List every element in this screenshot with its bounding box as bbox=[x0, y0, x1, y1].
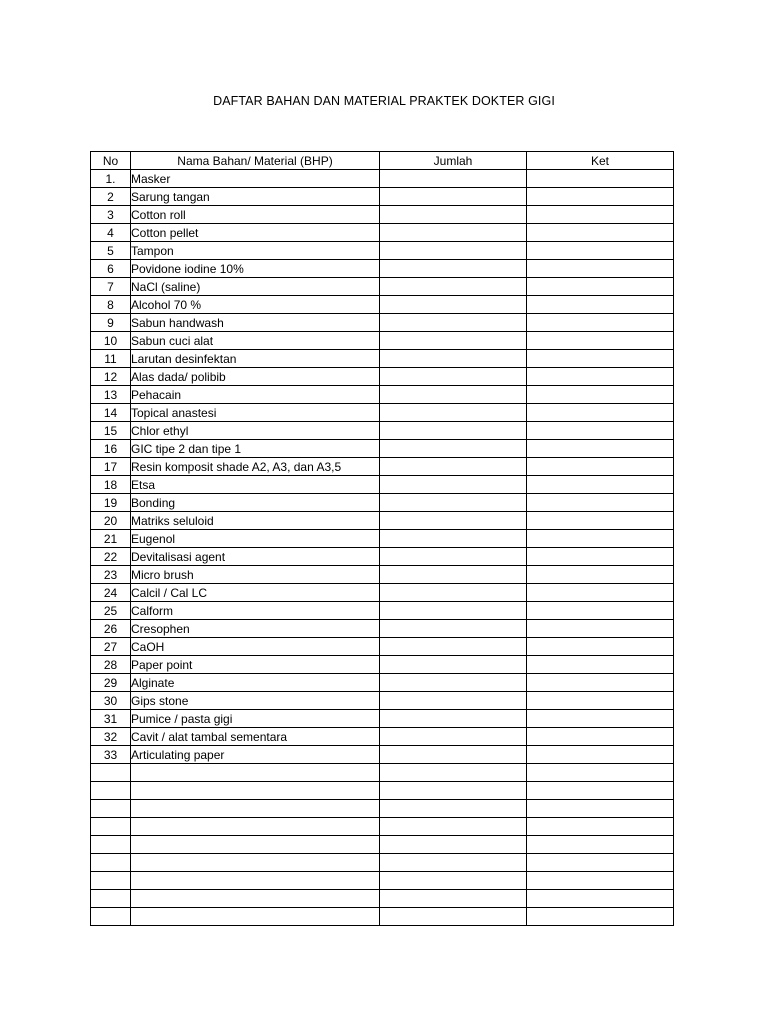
row-number: 31 bbox=[91, 710, 131, 728]
jumlah-cell bbox=[380, 242, 527, 260]
row-number: 22 bbox=[91, 548, 131, 566]
jumlah-cell bbox=[380, 260, 527, 278]
material-name: NaCl (saline) bbox=[131, 278, 380, 296]
material-name: Eugenol bbox=[131, 530, 380, 548]
ket-cell bbox=[527, 206, 674, 224]
ket-cell bbox=[527, 854, 674, 872]
ket-cell bbox=[527, 872, 674, 890]
table-row bbox=[91, 332, 674, 350]
material-name: Calform bbox=[131, 602, 380, 620]
ket-cell bbox=[527, 278, 674, 296]
ket-cell bbox=[527, 422, 674, 440]
jumlah-cell bbox=[380, 620, 527, 638]
table-row bbox=[91, 368, 674, 386]
material-name: Resin komposit shade A2, A3, dan A3,5 bbox=[131, 458, 380, 476]
table-row bbox=[91, 278, 674, 296]
jumlah-cell bbox=[380, 566, 527, 584]
row-number: 16 bbox=[91, 440, 131, 458]
jumlah-cell bbox=[380, 224, 527, 242]
material-name: Micro brush bbox=[131, 566, 380, 584]
table-row bbox=[91, 404, 674, 422]
material-name: Calcil / Cal LC bbox=[131, 584, 380, 602]
ket-cell bbox=[527, 728, 674, 746]
jumlah-cell bbox=[380, 404, 527, 422]
ket-cell bbox=[527, 368, 674, 386]
ket-cell bbox=[527, 512, 674, 530]
row-number: 20 bbox=[91, 512, 131, 530]
material-name: Alginate bbox=[131, 674, 380, 692]
material-name: Matriks seluloid bbox=[131, 512, 380, 530]
row-number: 15 bbox=[91, 422, 131, 440]
jumlah-cell bbox=[380, 278, 527, 296]
jumlah-cell bbox=[380, 836, 527, 854]
material-name: Articulating paper bbox=[131, 746, 380, 764]
table-row bbox=[91, 260, 674, 278]
ket-cell bbox=[527, 584, 674, 602]
row-number bbox=[91, 854, 131, 872]
material-name: Topical anastesi bbox=[131, 404, 380, 422]
ket-cell bbox=[527, 566, 674, 584]
jumlah-cell bbox=[380, 350, 527, 368]
jumlah-cell bbox=[380, 512, 527, 530]
material-name: Chlor ethyl bbox=[131, 422, 380, 440]
ket-cell bbox=[527, 620, 674, 638]
row-number: 32 bbox=[91, 728, 131, 746]
material-name bbox=[131, 872, 380, 890]
table-row bbox=[91, 242, 674, 260]
jumlah-cell bbox=[380, 422, 527, 440]
jumlah-cell bbox=[380, 674, 527, 692]
ket-cell bbox=[527, 782, 674, 800]
table-row bbox=[91, 890, 674, 908]
material-name bbox=[131, 764, 380, 782]
table-row bbox=[91, 674, 674, 692]
material-name: Sabun cuci alat bbox=[131, 332, 380, 350]
row-number: 12 bbox=[91, 368, 131, 386]
ket-cell bbox=[527, 818, 674, 836]
ket-cell bbox=[527, 692, 674, 710]
material-name bbox=[131, 908, 380, 926]
ket-cell bbox=[527, 800, 674, 818]
table-row bbox=[91, 584, 674, 602]
table-row bbox=[91, 530, 674, 548]
ket-cell bbox=[527, 332, 674, 350]
ket-cell bbox=[527, 530, 674, 548]
jumlah-cell bbox=[380, 368, 527, 386]
jumlah-cell bbox=[380, 818, 527, 836]
material-name: Sarung tangan bbox=[131, 188, 380, 206]
row-number bbox=[91, 764, 131, 782]
table-row bbox=[91, 728, 674, 746]
row-number: 23 bbox=[91, 566, 131, 584]
row-number: 10 bbox=[91, 332, 131, 350]
table-row bbox=[91, 422, 674, 440]
table-row bbox=[91, 800, 674, 818]
jumlah-cell bbox=[380, 872, 527, 890]
ket-cell bbox=[527, 440, 674, 458]
table-row bbox=[91, 224, 674, 242]
ket-cell bbox=[527, 458, 674, 476]
ket-cell bbox=[527, 224, 674, 242]
jumlah-cell bbox=[380, 800, 527, 818]
table-row bbox=[91, 458, 674, 476]
material-name: Masker bbox=[131, 170, 380, 188]
row-number: 13 bbox=[91, 386, 131, 404]
ket-cell bbox=[527, 602, 674, 620]
ket-cell bbox=[527, 656, 674, 674]
material-table bbox=[90, 151, 674, 926]
table-row bbox=[91, 170, 674, 188]
row-number: 25 bbox=[91, 602, 131, 620]
row-number bbox=[91, 836, 131, 854]
header-no: No bbox=[91, 152, 131, 170]
row-number bbox=[91, 818, 131, 836]
ket-cell bbox=[527, 260, 674, 278]
row-number bbox=[91, 908, 131, 926]
document-title: DAFTAR BAHAN DAN MATERIAL PRAKTEK DOKTER GIGI bbox=[213, 94, 555, 108]
ket-cell bbox=[527, 386, 674, 404]
table-row bbox=[91, 656, 674, 674]
material-name bbox=[131, 782, 380, 800]
table-row bbox=[91, 314, 674, 332]
jumlah-cell bbox=[380, 764, 527, 782]
material-name: Devitalisasi agent bbox=[131, 548, 380, 566]
row-number: 5 bbox=[91, 242, 131, 260]
ket-cell bbox=[527, 494, 674, 512]
jumlah-cell bbox=[380, 440, 527, 458]
material-name bbox=[131, 800, 380, 818]
ket-cell bbox=[527, 188, 674, 206]
table-row bbox=[91, 476, 674, 494]
row-number: 17 bbox=[91, 458, 131, 476]
ket-cell bbox=[527, 638, 674, 656]
row-number: 30 bbox=[91, 692, 131, 710]
material-name: Paper point bbox=[131, 656, 380, 674]
jumlah-cell bbox=[380, 314, 527, 332]
jumlah-cell bbox=[380, 638, 527, 656]
jumlah-cell bbox=[380, 710, 527, 728]
row-number: 9 bbox=[91, 314, 131, 332]
ket-cell bbox=[527, 476, 674, 494]
table-row bbox=[91, 872, 674, 890]
table-row bbox=[91, 350, 674, 368]
row-number: 19 bbox=[91, 494, 131, 512]
ket-cell bbox=[527, 836, 674, 854]
material-name: Tampon bbox=[131, 242, 380, 260]
table-row bbox=[91, 440, 674, 458]
header-name: Nama Bahan/ Material (BHP) bbox=[131, 152, 380, 170]
ket-cell bbox=[527, 908, 674, 926]
table-row bbox=[91, 512, 674, 530]
table-row bbox=[91, 188, 674, 206]
table-body bbox=[91, 170, 674, 926]
jumlah-cell bbox=[380, 890, 527, 908]
material-name: Cotton pellet bbox=[131, 224, 380, 242]
material-name: Gips stone bbox=[131, 692, 380, 710]
table-row bbox=[91, 386, 674, 404]
ket-cell bbox=[527, 314, 674, 332]
table-row bbox=[91, 782, 674, 800]
row-number: 24 bbox=[91, 584, 131, 602]
row-number: 2 bbox=[91, 188, 131, 206]
material-name: Cotton roll bbox=[131, 206, 380, 224]
jumlah-cell bbox=[380, 548, 527, 566]
jumlah-cell bbox=[380, 476, 527, 494]
jumlah-cell bbox=[380, 170, 527, 188]
material-name bbox=[131, 818, 380, 836]
material-name bbox=[131, 890, 380, 908]
row-number: 26 bbox=[91, 620, 131, 638]
header-jumlah: Jumlah bbox=[380, 152, 527, 170]
material-name bbox=[131, 836, 380, 854]
material-name: Alcohol 70 % bbox=[131, 296, 380, 314]
material-name: Povidone iodine 10% bbox=[131, 260, 380, 278]
ket-cell bbox=[527, 764, 674, 782]
jumlah-cell bbox=[380, 188, 527, 206]
ket-cell bbox=[527, 350, 674, 368]
row-number: 27 bbox=[91, 638, 131, 656]
table-row bbox=[91, 566, 674, 584]
material-name: Larutan desinfektan bbox=[131, 350, 380, 368]
table-row bbox=[91, 908, 674, 926]
material-name: Pumice / pasta gigi bbox=[131, 710, 380, 728]
ket-cell bbox=[527, 296, 674, 314]
row-number bbox=[91, 782, 131, 800]
table-row bbox=[91, 764, 674, 782]
material-name: CaOH bbox=[131, 638, 380, 656]
row-number: 6 bbox=[91, 260, 131, 278]
table-row bbox=[91, 296, 674, 314]
row-number: 7 bbox=[91, 278, 131, 296]
row-number bbox=[91, 872, 131, 890]
ket-cell bbox=[527, 674, 674, 692]
table-row bbox=[91, 206, 674, 224]
row-number: 33 bbox=[91, 746, 131, 764]
ket-cell bbox=[527, 242, 674, 260]
material-name: Etsa bbox=[131, 476, 380, 494]
row-number: 3 bbox=[91, 206, 131, 224]
jumlah-cell bbox=[380, 296, 527, 314]
table-row bbox=[91, 620, 674, 638]
row-number: 1. bbox=[91, 170, 131, 188]
table-row bbox=[91, 854, 674, 872]
table-row bbox=[91, 494, 674, 512]
table-row bbox=[91, 548, 674, 566]
material-name: Cresophen bbox=[131, 620, 380, 638]
jumlah-cell bbox=[380, 584, 527, 602]
material-name: Bonding bbox=[131, 494, 380, 512]
ket-cell bbox=[527, 746, 674, 764]
ket-cell bbox=[527, 548, 674, 566]
row-number: 29 bbox=[91, 674, 131, 692]
row-number bbox=[91, 890, 131, 908]
row-number: 28 bbox=[91, 656, 131, 674]
row-number bbox=[91, 800, 131, 818]
row-number: 21 bbox=[91, 530, 131, 548]
table-header-row bbox=[91, 152, 674, 170]
table-row bbox=[91, 710, 674, 728]
ket-cell bbox=[527, 404, 674, 422]
table-row bbox=[91, 818, 674, 836]
jumlah-cell bbox=[380, 656, 527, 674]
row-number: 18 bbox=[91, 476, 131, 494]
jumlah-cell bbox=[380, 530, 527, 548]
jumlah-cell bbox=[380, 728, 527, 746]
header-ket: Ket bbox=[527, 152, 674, 170]
row-number: 14 bbox=[91, 404, 131, 422]
ket-cell bbox=[527, 170, 674, 188]
row-number: 4 bbox=[91, 224, 131, 242]
jumlah-cell bbox=[380, 332, 527, 350]
material-name: Alas dada/ polibib bbox=[131, 368, 380, 386]
table-row bbox=[91, 602, 674, 620]
ket-cell bbox=[527, 890, 674, 908]
jumlah-cell bbox=[380, 458, 527, 476]
table-row bbox=[91, 836, 674, 854]
row-number: 8 bbox=[91, 296, 131, 314]
jumlah-cell bbox=[380, 746, 527, 764]
jumlah-cell bbox=[380, 602, 527, 620]
table-row bbox=[91, 692, 674, 710]
jumlah-cell bbox=[380, 908, 527, 926]
jumlah-cell bbox=[380, 386, 527, 404]
material-name: Cavit / alat tambal sementara bbox=[131, 728, 380, 746]
jumlah-cell bbox=[380, 782, 527, 800]
table-row bbox=[91, 638, 674, 656]
jumlah-cell bbox=[380, 854, 527, 872]
jumlah-cell bbox=[380, 494, 527, 512]
table-row bbox=[91, 746, 674, 764]
material-name: GIC tipe 2 dan tipe 1 bbox=[131, 440, 380, 458]
material-name: Pehacain bbox=[131, 386, 380, 404]
jumlah-cell bbox=[380, 206, 527, 224]
ket-cell bbox=[527, 710, 674, 728]
material-name: Sabun handwash bbox=[131, 314, 380, 332]
row-number: 11 bbox=[91, 350, 131, 368]
material-name bbox=[131, 854, 380, 872]
jumlah-cell bbox=[380, 692, 527, 710]
